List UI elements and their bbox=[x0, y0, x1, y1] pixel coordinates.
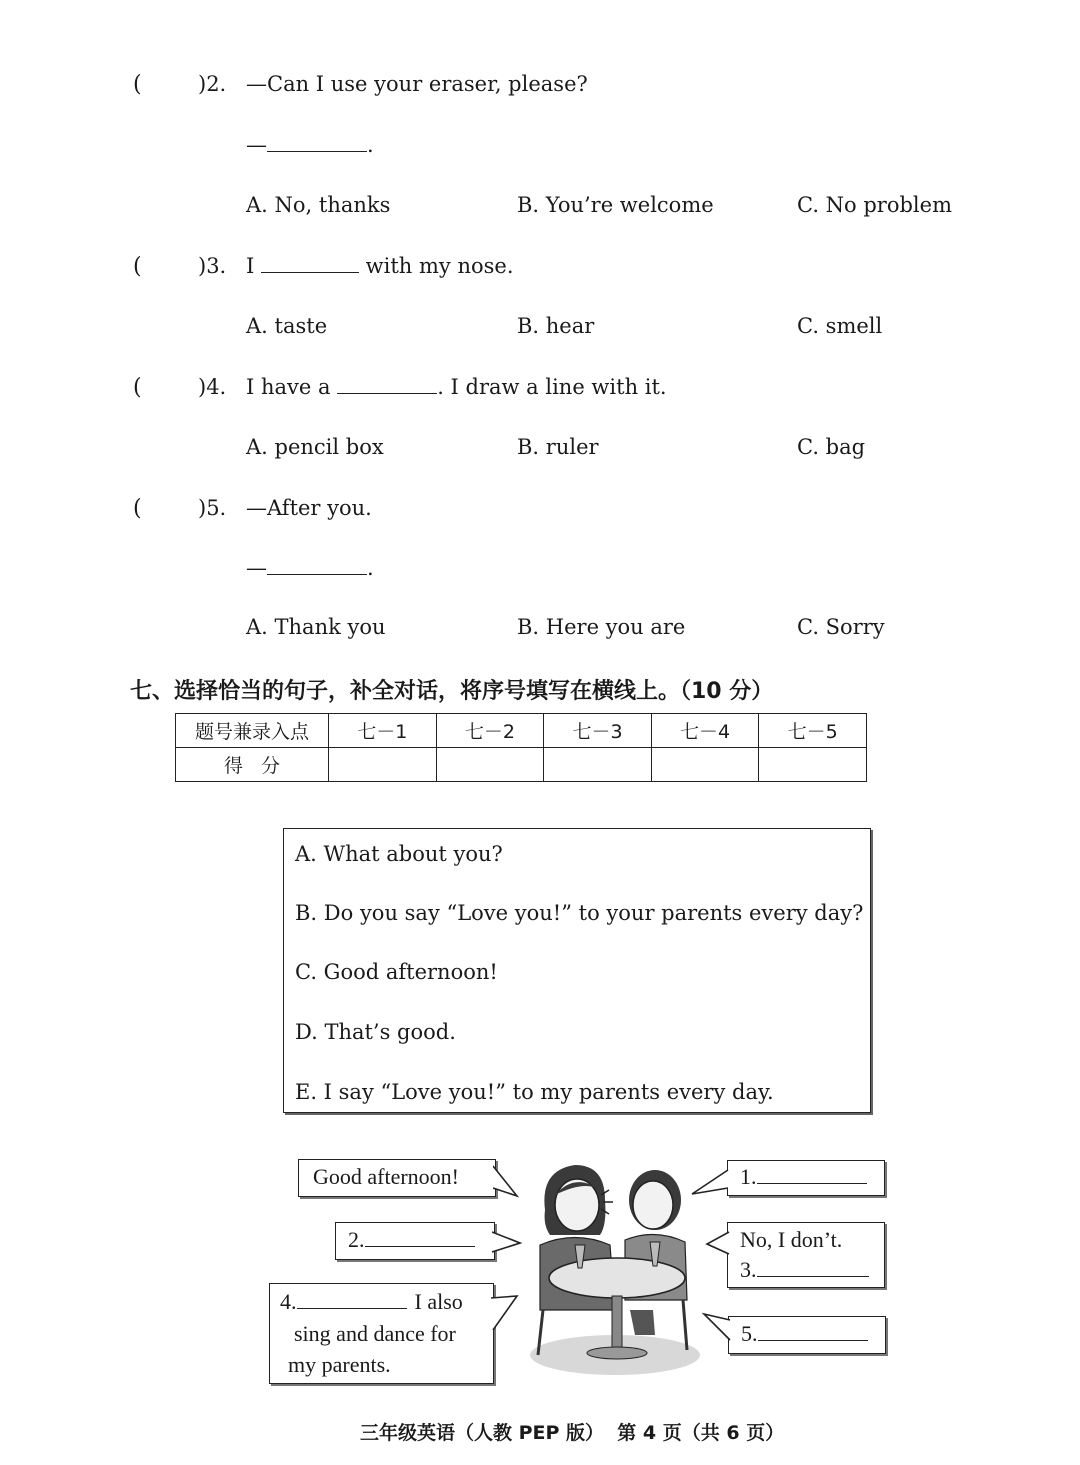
choice-a: A. What about you? bbox=[295, 842, 503, 866]
two-girls-at-table-illustration bbox=[505, 1150, 720, 1380]
bubble-5 bbox=[728, 1316, 886, 1354]
bubble-5-blank[interactable] bbox=[758, 1322, 868, 1341]
score-table-col-2: 七－2 bbox=[436, 714, 544, 748]
q5-stem: —After you. bbox=[246, 496, 372, 520]
q5-option-c: C. Sorry bbox=[797, 615, 885, 639]
section7-heading: 七、选择恰当的句子，补全对话，将序号填写在横线上。（10 分） bbox=[130, 679, 774, 704]
bubble-1-number: 1. bbox=[740, 1164, 757, 1189]
bubble-2-blank[interactable] bbox=[365, 1228, 475, 1247]
bubble-5-content bbox=[741, 1321, 868, 1347]
q2-number: )2. bbox=[198, 72, 227, 96]
q5-answer-line[interactable] bbox=[246, 556, 374, 580]
q3-stem-before: I bbox=[246, 254, 255, 278]
page-footer: 三年级英语（人教 PEP 版） 第 4 页（共 6 页） bbox=[360, 1422, 785, 1444]
bubble-3 bbox=[727, 1222, 885, 1288]
q4-number: )4. bbox=[198, 375, 227, 399]
bubble-5-number: 5. bbox=[741, 1321, 758, 1346]
q4-blank[interactable] bbox=[337, 375, 437, 394]
bubble-2-number: 2. bbox=[348, 1227, 365, 1252]
score-cell-4[interactable] bbox=[651, 748, 759, 782]
q2-answer-prefix: — bbox=[246, 133, 267, 157]
q4-option-a: A. pencil box bbox=[246, 435, 384, 459]
q3-paren-open: ( bbox=[133, 254, 142, 279]
bubble-3-number: 3. bbox=[740, 1257, 757, 1282]
bubble-4 bbox=[269, 1283, 494, 1384]
bubble-4-after: I also bbox=[414, 1289, 463, 1314]
score-table-score-row bbox=[176, 748, 867, 782]
q4-paren-open: ( bbox=[133, 375, 142, 400]
score-table-col-3: 七－3 bbox=[544, 714, 652, 748]
bubble-4-line1 bbox=[280, 1289, 463, 1315]
q4-option-c: C. bag bbox=[797, 435, 866, 459]
score-table-header-row bbox=[176, 714, 867, 748]
score-table-header-label: 题号兼录入点 bbox=[176, 714, 329, 748]
q5-option-a: A. Thank you bbox=[246, 615, 386, 639]
q3-option-c: C. smell bbox=[797, 314, 883, 338]
bubble-4-line3: my parents. bbox=[288, 1352, 391, 1377]
q5-paren-open: ( bbox=[133, 496, 142, 521]
q5-answer-prefix: — bbox=[246, 556, 267, 580]
choice-c: C. Good afternoon! bbox=[295, 960, 498, 984]
q5-blank[interactable] bbox=[267, 556, 367, 575]
q3-blank[interactable] bbox=[261, 254, 359, 273]
q4-stem-before: I have a bbox=[246, 375, 331, 399]
bubble-tail-2 bbox=[492, 1228, 522, 1258]
q3-option-a: A. taste bbox=[246, 314, 328, 338]
bubble-3-blank[interactable] bbox=[757, 1258, 869, 1277]
choice-b: B. Do you say “Love you!” to your parents every day? bbox=[295, 901, 864, 925]
bubble-1 bbox=[727, 1160, 885, 1196]
score-cell-3[interactable] bbox=[544, 748, 652, 782]
bubble-tail-3 bbox=[690, 1166, 730, 1198]
q3-option-b: B. hear bbox=[517, 314, 595, 338]
q4-stem-after: . I draw a line with it. bbox=[437, 375, 667, 399]
score-cell-1[interactable] bbox=[329, 748, 437, 782]
score-table-col-1: 七－1 bbox=[329, 714, 437, 748]
q5-option-b: B. Here you are bbox=[517, 615, 686, 639]
bubble-tail-1 bbox=[493, 1162, 519, 1202]
q3-stem-after: with my nose. bbox=[365, 254, 514, 278]
bubble-4-blank[interactable] bbox=[297, 1290, 407, 1309]
bubble-good-afternoon-text: Good afternoon! bbox=[313, 1164, 460, 1189]
q2-answer-suffix: . bbox=[367, 133, 374, 157]
bubble-3-line2 bbox=[740, 1257, 869, 1283]
score-table-col-5: 七－5 bbox=[759, 714, 867, 748]
q2-answer-line[interactable] bbox=[246, 133, 374, 157]
score-cell-5[interactable] bbox=[759, 748, 867, 782]
bubble-1-content bbox=[740, 1164, 867, 1190]
q2-option-b: B. You’re welcome bbox=[517, 193, 714, 217]
bubble-2-content bbox=[348, 1227, 475, 1253]
bubble-1-blank[interactable] bbox=[757, 1165, 867, 1184]
q2-option-a: A. No, thanks bbox=[246, 193, 391, 217]
score-table-col-4: 七－4 bbox=[651, 714, 759, 748]
q2-option-c: C. No problem bbox=[797, 193, 952, 217]
bubble-4-line2: sing and dance for bbox=[294, 1321, 456, 1346]
bubble-tail-6 bbox=[702, 1312, 732, 1344]
choice-e: E. I say “Love you!” to my parents every day. bbox=[295, 1080, 774, 1104]
score-table bbox=[175, 713, 867, 782]
q2-paren-open: ( bbox=[133, 72, 142, 97]
q4-option-b: B. ruler bbox=[517, 435, 599, 459]
bubble-4-number: 4. bbox=[280, 1289, 297, 1314]
q4-stem bbox=[246, 375, 667, 399]
score-table-score-label: 得 分 bbox=[176, 748, 329, 782]
choice-d: D. That’s good. bbox=[295, 1020, 456, 1044]
score-cell-2[interactable] bbox=[436, 748, 544, 782]
bubble-tail-5 bbox=[491, 1294, 521, 1334]
bubble-3-line1: No, I don’t. bbox=[740, 1227, 843, 1252]
q5-number: )5. bbox=[198, 496, 227, 520]
bubble-2 bbox=[335, 1222, 495, 1260]
bubble-good-afternoon bbox=[298, 1159, 496, 1197]
q3-stem bbox=[246, 254, 514, 278]
q5-answer-suffix: . bbox=[367, 556, 374, 580]
q2-stem: —Can I use your eraser, please? bbox=[246, 72, 588, 96]
q2-blank[interactable] bbox=[267, 133, 367, 152]
bubble-tail-4 bbox=[705, 1230, 731, 1260]
q3-number: )3. bbox=[198, 254, 227, 278]
